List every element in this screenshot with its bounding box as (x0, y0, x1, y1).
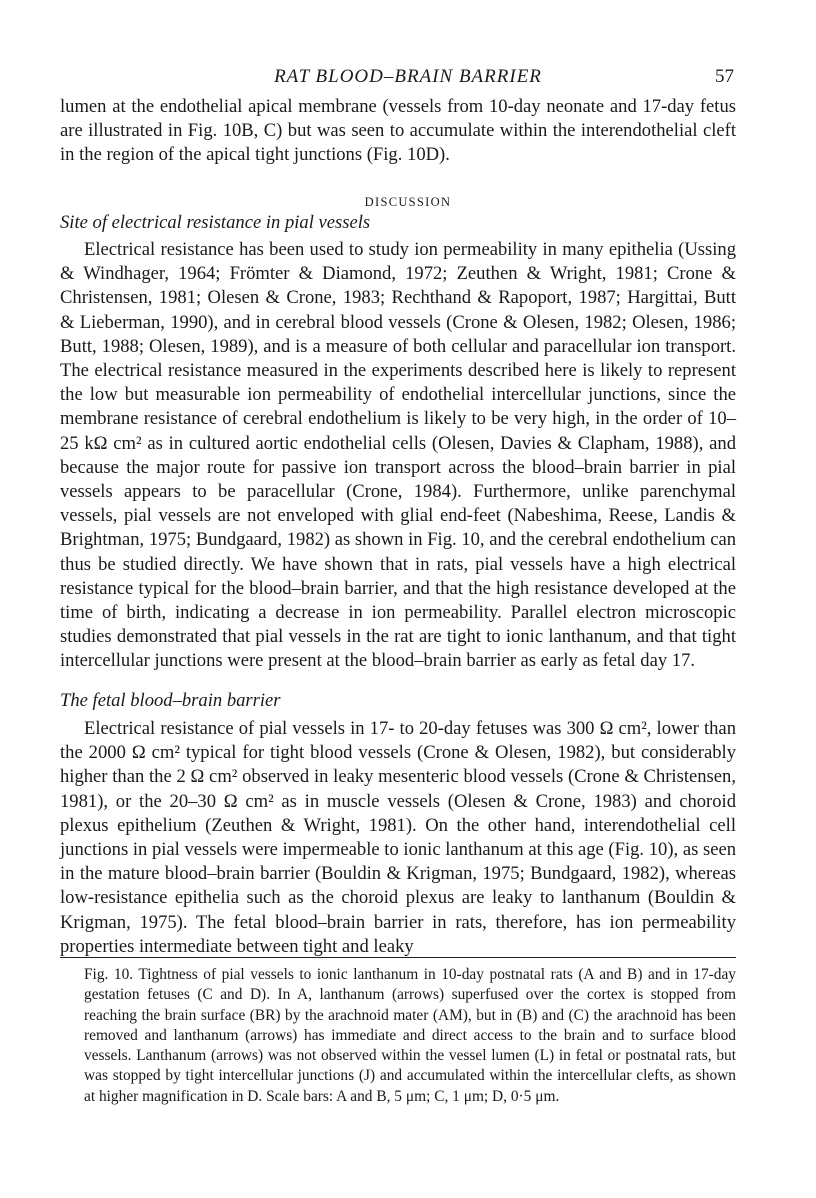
continuation-text: lumen at the endothelial apical membrane (vessels from 10-day neonate and 17-day fetus are illustrated in Fig. 10B, C) but was seen to accumulate within the interendothelial cleft in the region of the apical tight junctions (Fig. 10D). (60, 96, 736, 166)
page-number: 57 (715, 66, 734, 87)
running-title: RAT BLOOD–BRAIN BARRIER (274, 66, 542, 87)
paragraph-text: Electrical resistance of pial vessels in 17- to 20-day fetuses was 300 Ω cm², lower than the 2000 Ω cm² typical for tight blood vessels (Crone & Olesen, 1982), but considerably higher than the 2 Ω cm² observed in leaky mesenteric blood vessels (Crone & Christensen, 1981), or the 20–30 Ω cm² as in muscle vessels (Olesen & Crone, 1983) and choroid plexus epithelium (Zeuthen & Wright, 1981). On the other hand, interendothelial cell junctions in pial vessels were impermeable to ionic lanthanum at this age (Fig. 10), as seen in the mature blood–brain barrier (Bouldin & Krigman, 1975; Bundgaard, 1982), whereas low-resistance epithelia such as the choroid plexus are leaky to lanthanum (Bouldin & Krigman, 1975). The fetal blood–brain barrier in rats, therefore, has ion permeability properties intermediate between tight and leaky (60, 718, 736, 957)
continuation-paragraph (60, 95, 736, 168)
paragraph-text: Electrical resistance has been used to study ion permeability in many epithelia (Ussing & Windhager, 1964; Frömter & Diamond, 1972; Zeuthen & Wright, 1981; Crone & Christensen, 1981; Olesen & Crone, 1983; Rechthand & Rapoport, 1987; Hargittai, Butt & Lieberman, 1990), and in cerebral blood vessels (Crone & Olesen, 1982; Olesen, 1986; Butt, 1988; Olesen, 1989), and is a measure of both cellular and paracellular ion transport. The electrical resistance measured in the experiments described here is likely to represent the low but measurable ion permeability of endothelial intercellular junctions, since the membrane resistance of cerebral endothelium is likely to be very high, in the order of 10–25 kΩ cm² as in cultured aortic endothelial cells (Olesen, Davies & Clapham, 1988), and because the major route for passive ion transport across the blood–brain barrier in pial vessels appears to be paracellular (Crone, 1984). Furthermore, unlike parenchymal vessels, pial vessels are not enveloped with glial end-feet (Nabeshima, Reese, Landis & Brightman, 1975; Bundgaard, 1982) as shown in Fig. 10, and the cerebral endothelium can thus be studied directly. We have shown that in rats, pial vessels have a high electrical resistance typical for the blood–brain barrier, and that the high resistance developed at the time of birth, indicating a decrease in ion permeability. Parallel electron microscopic studies demonstrated that pial vessels in the rat are tight to ionic lanthanum, and that tight intercellular junctions were present at the blood–brain barrier as early as fetal day 17. (60, 239, 736, 672)
caption-divider (60, 957, 736, 958)
paragraph-fetal-barrier (60, 717, 736, 959)
subheading-pial-resistance: Site of electrical resistance in pial vessels (60, 212, 371, 233)
section-heading-discussion: DISCUSSION (364, 195, 452, 209)
paragraph-pial-resistance (60, 238, 736, 674)
subheading-fetal-barrier: The fetal blood–brain barrier (60, 690, 281, 711)
figure-caption-text: Fig. 10. Tightness of pial vessels to ionic lanthanum in 10-day postnatal rats (A and B) and in 17-day gestation fetuses (C and D). In A, lanthanum (arrows) superfused over the cortex is stopped from reaching the brain surface (BR) by the arachnoid mater (AM), but in (B) and (C) the arachnoid has been removed and lanthanum (arrows) has immediate and direct access to the brain and to surface blood vessels. Lanthanum (arrows) was not observed within the vessel lumen (L) in fetal or postnatal rats, but was stopped by tight intercellular junctions (J) and accumulated within the intercellular clefts, as shown at higher magnification in D. Scale bars: A and B, 5 μm; C, 1 μm; D, 0·5 μm. (84, 966, 736, 1105)
figure-caption (84, 965, 736, 1107)
